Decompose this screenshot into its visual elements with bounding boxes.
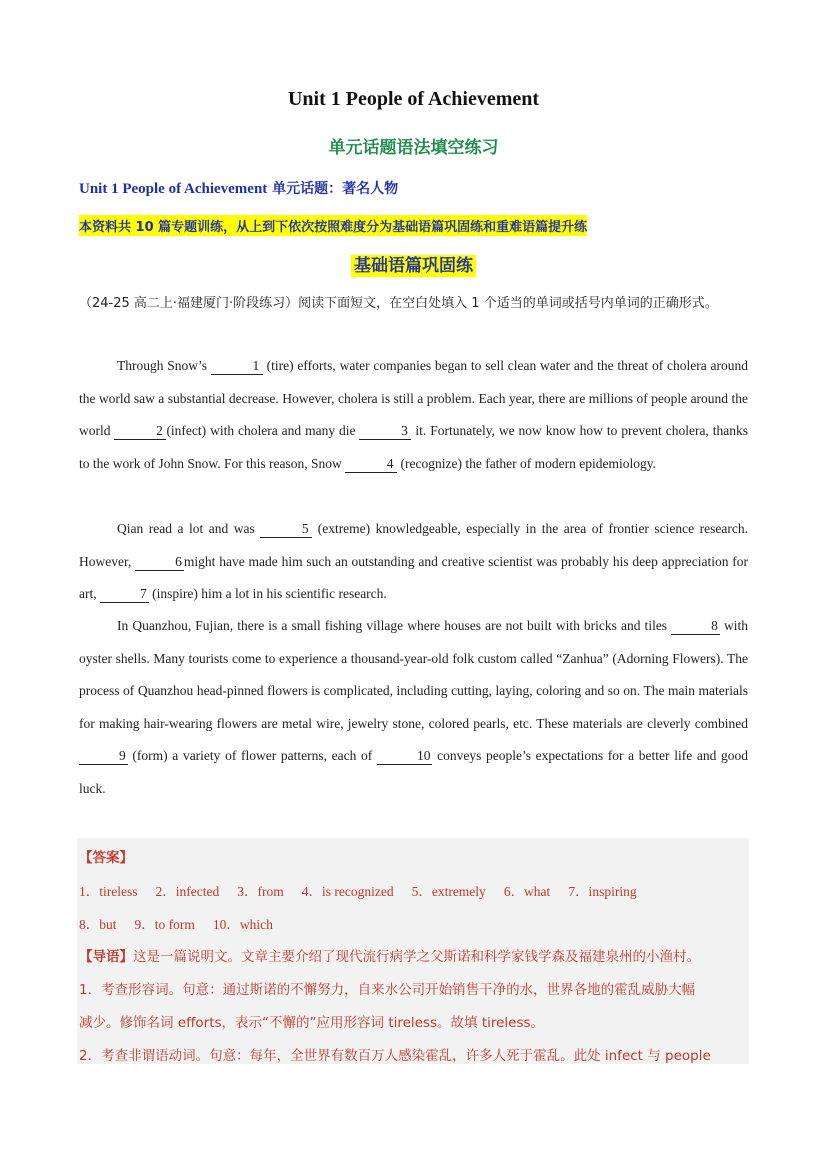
passage-text: Qian read a lot and was <box>117 521 261 536</box>
passage-text: (infect) with cholera and many die <box>166 423 360 439</box>
explanation-2: 2．考查非谓语动词。句意：每年，全世界有数百万人感染霍乱，许多人死于霍乱。此处 infect 与 people <box>79 1048 711 1064</box>
answer-item: 10．which <box>212 917 273 932</box>
explanation-1b: 减少。修饰名词 efforts，表示“不懈的”应用形容词 tireless。故填 tireless。 <box>79 1015 545 1031</box>
answer-section <box>77 838 749 1064</box>
passage-text: (extreme) knowledgeable, especially in the area of frontier science research. However, <box>79 521 748 569</box>
blank-4: 4 <box>345 456 397 473</box>
passage-text: might have made him such an outstanding and creative scientist was probably his deep appreciation for art, <box>79 553 749 602</box>
answer-list <box>79 908 747 941</box>
blank-3: 3 <box>359 423 411 440</box>
passage-text: conveys people’s expectations for a better life and good luck. <box>79 748 748 796</box>
guide-line <box>79 941 747 974</box>
page-subtitle: 单元话题语法填空练习 <box>328 138 499 158</box>
passage-text: it. Fortunately, we now know how to prevent cholera, thanks to the work of John Snow. For this reason, Snow <box>79 423 748 471</box>
blank-9: 9 <box>79 748 128 765</box>
blank-2: 2 <box>114 423 166 440</box>
answer-item: 5．extremely <box>411 884 486 899</box>
blank-5: 5 <box>260 521 312 538</box>
unit-line-en: Unit 1 People of Achievement <box>79 181 268 197</box>
answer-heading: 【答案】 <box>79 850 133 866</box>
passage-paragraph-2 <box>79 513 748 611</box>
answer-item: 8．but <box>79 917 117 932</box>
answer-list <box>79 875 747 908</box>
blank-6: 6 <box>135 554 184 571</box>
answer-item: 2．infected <box>155 884 220 899</box>
answer-item: 3．from <box>237 884 284 899</box>
answer-item: 1．tireless <box>79 884 138 899</box>
answer-item: 9．to form <box>134 917 195 932</box>
blank-8: 8 <box>671 618 720 635</box>
passage-text: (form) a variety of flower patterns, each of <box>127 748 377 764</box>
passage-text: In Quanzhou, Fujian, there is a small fishing village where houses are not built with bricks and tiles <box>117 618 672 633</box>
unit-line-topic: 单元话题：著名人物 <box>267 181 399 197</box>
intro-highlight: 本资料共 10 篇专题训练，从上到下依次按照难度分为基础语篇巩固练和重难语篇提升练 <box>79 215 587 236</box>
blank-7: 7 <box>100 586 149 603</box>
passage-text: (inspire) him a lot in his scientific research. <box>148 586 387 602</box>
guide-text: 这是一篇说明文。文章主要介绍了现代流行病学之父斯诺和科学家钱学森及福建泉州的小渔村。 <box>133 949 700 965</box>
section-title <box>0 251 827 276</box>
answer-item: 7．inspiring <box>568 884 637 899</box>
passage-text: Through Snow’s <box>117 358 211 373</box>
unit-topic-line <box>79 178 398 198</box>
explanation-1a: 1．考查形容词。句意：通过斯诺的不懈努力，自来水公司开始销售干净的水，世界各地的霍乱威胁大幅 <box>79 982 696 998</box>
passage-paragraph-1 <box>79 350 748 480</box>
page-title: Unit 1 People of Achievement <box>287 88 540 110</box>
passage-paragraph-3 <box>79 610 748 806</box>
exercise-instruction: （24-25 高二上·福建厦门·阶段练习）阅读下面短文，在空白处填入 1 个适当的单词或括号内单词的正确形式。 <box>79 296 718 311</box>
passage-text: (recognize) the father of modern epidemiology. <box>397 455 657 471</box>
passage-text: with oyster shells. Many tourists come to experience a thousand-year-old folk custom called “Zanhua” (Adorning Flowers). The process of Quanzhou head-pinned flowers is complicated, including cutting, laying, coloring and so on. The main materials for making hair-wearing flowers are metal wire, jewelry stone, colored pearls, etc. These materials are cleverly combined <box>79 618 748 731</box>
answer-item: 6．what <box>503 884 551 899</box>
guide-label: 【导语】 <box>79 949 133 965</box>
answer-item: 4．is recognized <box>301 884 394 899</box>
blank-10: 10 <box>377 748 433 765</box>
passage-text: (tire) efforts, water companies began to sell clean water and the threat of cholera around the world saw a substantial decrease. However, cholera is still a problem. Each year, there are millions of people around the world <box>79 358 748 439</box>
section-title-text: 基础语篇巩固练 <box>351 255 476 277</box>
blank-1: 1 <box>211 358 263 375</box>
